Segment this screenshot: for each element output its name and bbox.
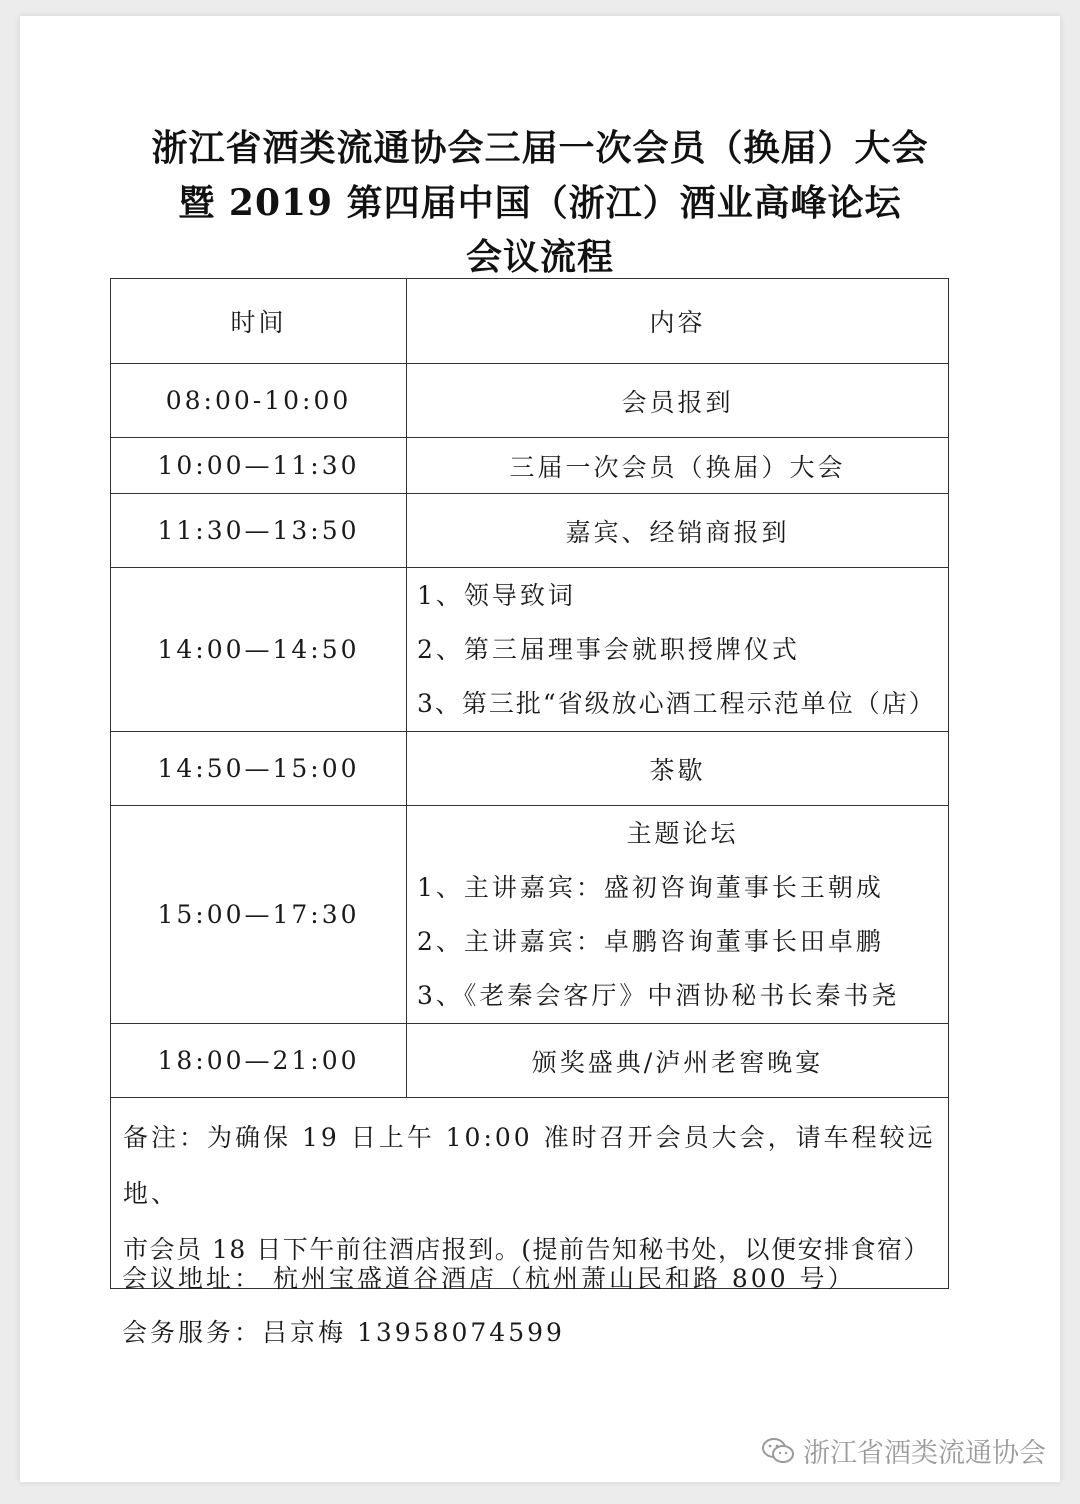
table-row — [111, 494, 949, 568]
row-content: 茶歇 — [407, 732, 949, 806]
row-content — [407, 806, 949, 1024]
list-heading: 主题论坛 — [626, 818, 739, 848]
row-content: 三届一次会员（换届）大会 — [407, 438, 949, 494]
watermark — [761, 1431, 1046, 1470]
row-content: 颁奖盛典/泸州老窖晚宴 — [407, 1024, 949, 1098]
row-time: 14:50—15:00 — [111, 732, 407, 806]
table-header-row — [111, 279, 949, 364]
schedule-table — [110, 278, 949, 1289]
table-row — [111, 438, 949, 494]
row-content: 嘉宾、经销商报到 — [407, 494, 949, 568]
table-row — [111, 732, 949, 806]
header-content: 内容 — [407, 279, 949, 364]
title-line-3: 会议流程 — [465, 236, 614, 278]
meeting-service-contact: 会务服务：吕京梅 13958074599 — [122, 1318, 565, 1347]
row-time: 08:00-10:00 — [111, 364, 407, 438]
list-item: 2、第三届理事会就职授牌仪式 — [417, 634, 800, 664]
list-item: 2、主讲嘉宾：卓鹏咨询董事长田卓鹏 — [417, 926, 884, 956]
table-row — [111, 1024, 949, 1098]
row-time: 15:00—17:30 — [111, 806, 407, 1024]
list-item: 3、《老秦会客厅》中酒协秘书长秦书尧 — [417, 980, 900, 1010]
list-item: 1、主讲嘉宾：盛初咨询董事长王朝成 — [417, 872, 884, 902]
title-line-2: 暨 2019 第四届中国（浙江）酒业高峰论坛 — [178, 182, 902, 224]
row-time: 10:00—11:30 — [111, 438, 407, 494]
table-row — [111, 806, 949, 1024]
list-item: 1、领导致词 — [417, 580, 576, 610]
row-time: 11:30—13:50 — [111, 494, 407, 568]
header-time: 时间 — [111, 279, 407, 364]
note-line-1: 备注：为确保 19 日上午 10:00 准时召开会员大会，请车程较远地、 — [123, 1123, 936, 1208]
row-time: 18:00—21:00 — [111, 1024, 407, 1098]
list-item: 3、第三批“省级放心酒工程示范单位（店） — [417, 688, 936, 718]
table-row — [111, 568, 949, 732]
watermark-text: 浙江省酒类流通协会 — [803, 1438, 1046, 1469]
title-line-1: 浙江省酒类流通协会三届一次会员（换届）大会 — [151, 127, 929, 169]
row-content: 会员报到 — [407, 364, 949, 438]
row-time: 14:00—14:50 — [111, 568, 407, 732]
note-line-2: 市会员 18 日下午前往酒店报到。(提前告知秘书处，以便安排食宿） — [123, 1235, 930, 1264]
table-row — [111, 364, 949, 438]
wechat-icon — [761, 1437, 795, 1465]
meeting-address: 会议地址： 杭州宝盛道谷酒店（杭州萧山民和路 800 号） — [122, 1264, 856, 1293]
row-content — [407, 568, 949, 732]
